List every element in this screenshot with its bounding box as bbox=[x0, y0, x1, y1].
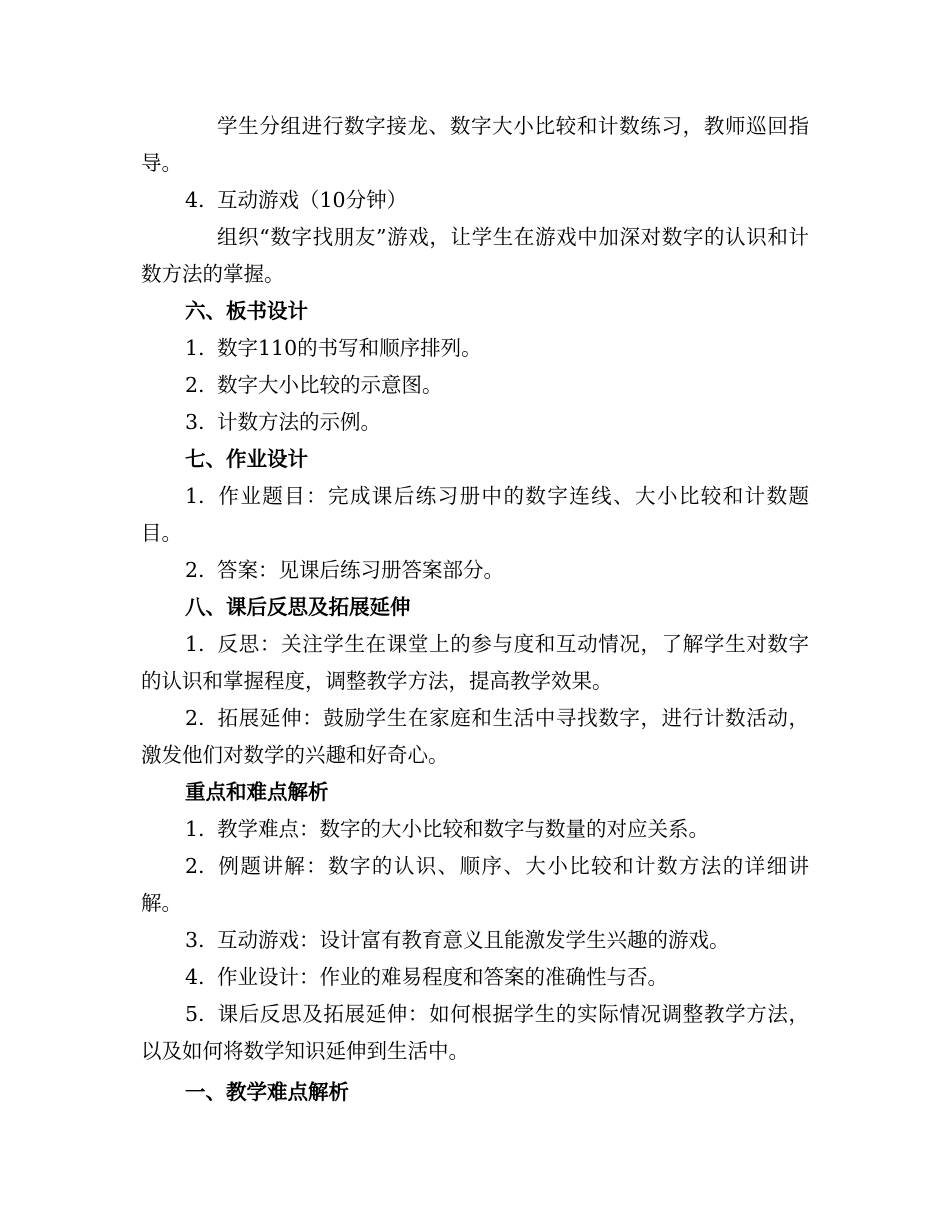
list-item bbox=[141, 700, 809, 774]
list-item bbox=[141, 367, 809, 404]
list-item bbox=[141, 330, 809, 367]
list-item-text: 拓展延伸：鼓励学生在家庭和生活中寻找数字，进行计数活动，激发他们对数学的兴趣和好奇心。 bbox=[141, 706, 809, 767]
list-item bbox=[141, 478, 809, 552]
list-item bbox=[141, 959, 809, 996]
list-item-number: 1. bbox=[185, 336, 205, 360]
list-item bbox=[141, 811, 809, 848]
list-item-text: 数字110的书写和顺序排列。 bbox=[217, 336, 482, 360]
list-item-number: 1. bbox=[185, 817, 205, 841]
section-heading-homework-design: 七、作业设计 bbox=[185, 447, 308, 471]
section-heading-board-design: 六、板书设计 bbox=[185, 299, 308, 323]
list-item bbox=[141, 626, 809, 700]
list-item-number: 2. bbox=[185, 373, 205, 397]
list-item-interactive-game bbox=[141, 182, 809, 219]
list-item-text: 互动游戏：设计富有教育意义且能激发学生兴趣的游戏。 bbox=[217, 928, 730, 952]
list-item-number: 2. bbox=[185, 854, 205, 878]
list-item-text: 互动游戏（10分钟） bbox=[217, 188, 408, 212]
list-item-number: 1. bbox=[185, 484, 205, 508]
list-item-number: 2. bbox=[185, 706, 205, 730]
list-item-number: 1. bbox=[185, 632, 205, 656]
list-item bbox=[141, 848, 809, 922]
list-item-number: 4. bbox=[185, 188, 205, 212]
list-item-text: 数字大小比较的示意图。 bbox=[217, 373, 443, 397]
list-item-number: 2. bbox=[185, 558, 205, 582]
list-item-text: 教学难点：数字的大小比较和数字与数量的对应关系。 bbox=[217, 817, 709, 841]
list-item bbox=[141, 996, 809, 1070]
section-heading-teaching-difficulty: 一、教学难点解析 bbox=[185, 1080, 349, 1104]
paragraph-game-description: 组织“数字找朋友”游戏，让学生在游戏中加深对数字的认识和计数方法的掌握。 bbox=[141, 225, 809, 286]
list-item-text: 答案：见课后练习册答案部分。 bbox=[217, 558, 504, 582]
list-item bbox=[141, 404, 809, 441]
list-item-text: 例题讲解：数字的认识、顺序、大小比较和计数方法的详细讲解。 bbox=[141, 854, 809, 915]
list-item bbox=[141, 552, 809, 589]
document-body bbox=[141, 108, 809, 1111]
list-item bbox=[141, 922, 809, 959]
list-item-number: 3. bbox=[185, 928, 205, 952]
list-item-number: 5. bbox=[185, 1002, 205, 1026]
list-item-text: 作业设计：作业的难易程度和答案的准确性与否。 bbox=[217, 965, 668, 989]
section-heading-reflection: 八、课后反思及拓展延伸 bbox=[185, 595, 411, 619]
list-item-number: 3. bbox=[185, 410, 205, 434]
list-item-number: 4. bbox=[185, 965, 205, 989]
section-heading-key-points: 重点和难点解析 bbox=[185, 780, 329, 804]
list-item-text: 反思：关注学生在课堂上的参与度和互动情况，了解学生对数字的认识和掌握程度，调整教学方法，提高教学效果。 bbox=[141, 632, 809, 693]
list-item-text: 计数方法的示例。 bbox=[217, 410, 381, 434]
paragraph-group-practice: 学生分组进行数字接龙、数字大小比较和计数练习，教师巡回指导。 bbox=[141, 114, 809, 175]
list-item-text: 作业题目：完成课后练习册中的数字连线、大小比较和计数题目。 bbox=[141, 484, 809, 545]
list-item-text: 课后反思及拓展延伸：如何根据学生的实际情况调整教学方法，以及如何将数学知识延伸到生活中。 bbox=[141, 1002, 809, 1063]
